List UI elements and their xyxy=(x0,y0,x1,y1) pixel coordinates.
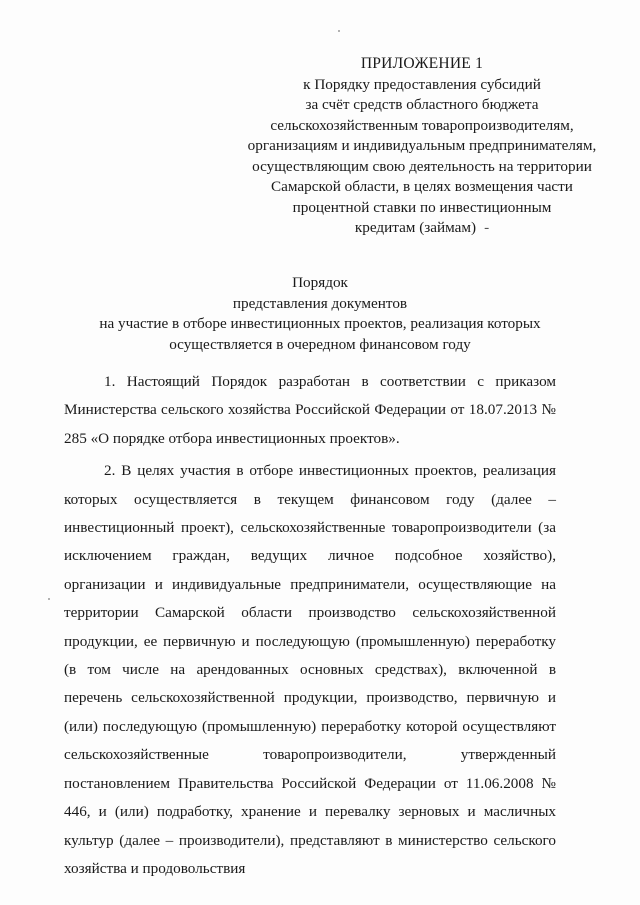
annex-header xyxy=(232,54,612,239)
annex-line: к Порядку предоставления субсидий xyxy=(303,75,541,93)
trailing-mark: - xyxy=(484,219,490,236)
annex-line: организациям и индивидуальным предпринимателям, xyxy=(247,137,597,154)
annex-line: сельскохозяйственным товаропроизводителям, xyxy=(270,116,574,134)
document-body xyxy=(64,368,556,887)
annex-line: осуществляющим свою деятельность на территории xyxy=(252,157,592,175)
scan-speck xyxy=(338,30,340,32)
annex-line: кредитам (займам) xyxy=(354,219,477,236)
title-line: представления документов xyxy=(232,294,408,312)
scan-speck xyxy=(48,598,50,600)
paragraph-2: 2. В целях участия в отборе инвестиционных проектов, реализация которых осуществляется в текущем финансовом году (далее – инвестиционный проект), сельскохозяйственные товаропроизводители (за исключением граждан, ведущих личное подсобное хозяйство), организации и индивидуальные предприниматели, осуществляющие на территории Самарской области производство сельскохозяйственной продукции, ее первичную и последующую (промышленную) переработку (в том числе на арендованных основных средствах), включенной в перечень сельскохозяйственной продукции, производство, первичную и (или) последующую (промышленную) переработку которой осуществляют сельскохозяйственные товаропроизводители, утвержденный постановлением Правительства Российской Федерации от 11.06.2008 № 446, и (или) подработку, хранение и перевалку зерновых и масличных культур (далее – производители), представляют в министерство сельского хозяйства и продовольствия xyxy=(64,462,556,877)
title-line: осуществляется в очередном финансовом году xyxy=(169,335,471,353)
procedure-title xyxy=(60,273,580,355)
annex-line: Самарской области, в целях возмещения части xyxy=(271,178,573,195)
annex-line: за счёт средств областного бюджета xyxy=(305,96,539,113)
title-line: на участие в отборе инвестиционных проектов, реализация которых xyxy=(99,315,541,332)
annex-title: ПРИЛОЖЕНИЕ 1 xyxy=(360,55,484,72)
title-line: Порядок xyxy=(292,274,348,291)
paragraph-1: 1. Настоящий Порядок разработан в соответствии с приказом Министерства сельского хозяйства Российской Федерации от 18.07.2013 № 285 «О порядке отбора инвестиционных проектов». xyxy=(64,373,556,447)
annex-line-last xyxy=(232,218,612,239)
annex-line: процентной ставки по инвестиционным xyxy=(292,198,552,216)
